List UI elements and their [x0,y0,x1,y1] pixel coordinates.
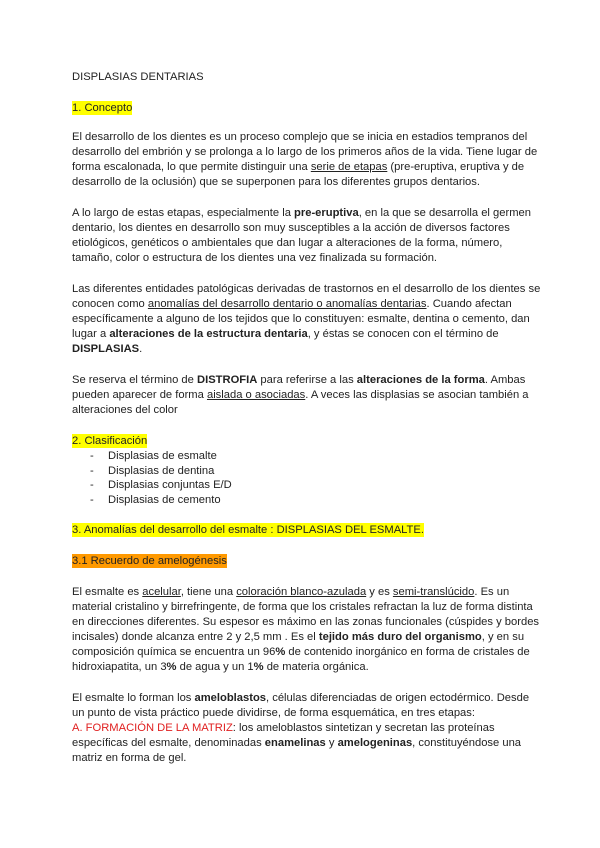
bold-text: ameloblastos [194,692,267,704]
text-run: , y en su composición química se encuentra un 96 [72,631,525,658]
text-run: A lo largo de estas etapas, especialmente la [72,207,295,219]
paragraph-3 [72,282,544,357]
heading-highlight: 1. Concepto [72,102,133,114]
underlined-text: acelular [142,586,181,598]
heading-highlight: 3.1 Recuerdo de amelogénesis [72,555,227,567]
document-title: DISPLASIAS DENTARIAS [72,71,204,83]
bold-text: % [253,661,264,673]
text-run: , células diferenciadas de origen ectodérmico. Desde un punto de vista práctico puede dividirse, de forma esquemática, en tres etapas: [72,692,530,719]
text-run: . A veces las displasias se asocian también a alteraciones del color [72,389,529,416]
section-heading-amelogenesis [72,554,544,569]
text-run: y es [366,586,393,598]
text-run: . Ambas pueden aparecer de forma [72,374,526,401]
bold-text: % [166,661,177,673]
underlined-text: coloración blanco-azulada [236,586,367,598]
classification-list [72,449,544,507]
text-run: (pre-eruptiva, eruptiva y de desarrollo de la oclusión) que se superponen para los diferentes grupos dentarios. [72,161,525,188]
bold-text: pre-eruptiva [294,207,359,219]
bold-text: enamelinas [264,737,326,749]
heading-highlight: 3. Anomalías del desarrollo del esmalte : DISPLASIAS DEL ESMALTE. [72,524,424,536]
heading-highlight: 2. Clasificación [72,435,148,447]
text-run: . [139,343,143,355]
text-run: . Cuando afectan específicamente a alguno de los tejidos que lo constituyen: esmalte, dentina o cemento, dan lugar a [72,298,530,340]
text-run: , tiene una [180,586,237,598]
section-heading-anomalias [72,523,544,538]
text-run: de agua y un 1 [176,661,254,673]
section-heading-concepto [72,101,544,116]
paragraph-2 [72,206,544,266]
text-run: , y éstas se conocen con el término de [307,328,499,340]
underlined-text: semi-translúcido [392,586,475,598]
bold-text: % [275,646,286,658]
text-run: El desarrollo de los dientes es un proceso complejo que se inicia en estadios tempranos del desarrollo del embrión y se prolonga a lo largo de los primeros años de la vida. Tiene lugar de forma escalonada, lo que permite distinguir una [72,131,538,173]
text-run: de materia orgánica. [263,661,369,673]
text-run: de contenido inorgánico en forma de cristales de hidroxiapatita, un 3 [72,646,530,673]
text-run: Las diferentes entidades patológicas derivadas de trastornos en el desarrollo de los dientes se conocen como [72,283,541,310]
list-item: - Displasias conjuntas E/D [90,478,544,493]
section-heading-clasificacion [72,434,544,449]
text-run: , constituyéndose una matriz en forma de gel. [72,737,522,764]
paragraph-6 [72,691,544,766]
text-run: El esmalte lo forman los [72,692,195,704]
paragraph-4 [72,373,544,418]
bold-text: DISPLASIAS [72,343,140,355]
underlined-text: aislada o asociadas [206,389,306,401]
underlined-text: anomalías del desarrollo dentario o anomalías dentarias [147,298,427,310]
text-run: y [325,737,338,749]
bold-text: tejido más duro del organismo [318,631,482,643]
bold-text: amelogeninas [337,737,413,749]
paragraph-5 [72,585,544,675]
text-run: . Es un material cristalino y birrefringente, de forma que los cristales refractan la luz de forma distinta en direcciones diferentes. Su espesor es máximo en las zonas funcionales (cúspides y bordes incisales) donde alcanza entre 2 y 2,5 mm . Es el [72,586,540,643]
text-run: Se reserva el término de [72,374,197,386]
text-run: , en la que se desarrolla el germen dentario, los dientes en desarrollo son muy susceptibles a la acción de diversos factores etiológicos, genéticos o ambientales que dan lugar a alteraciones de la forma, número, tamaño, color o estructura de los dientes una vez finalizada su formación. [72,207,531,264]
list-item: - Displasias de dentina [90,464,544,479]
bold-text: DISTROFIA [197,374,258,386]
text-run: : los ameloblastos sintetizan y secretan las proteínas específicas del esmalte, denominadas [72,722,495,749]
text-run: El esmalte es [72,586,143,598]
list-item: - Displasias de cemento [90,493,544,508]
text-run: para referirse a las [257,374,357,386]
paragraph-1 [72,130,544,190]
red-text: A. FORMACIÓN DE LA MATRIZ [72,722,233,734]
bold-text: alteraciones de la forma [356,374,485,386]
bold-text: alteraciones de la estructura dentaria [109,328,308,340]
underlined-text: serie de etapas [310,161,388,173]
list-item: - Displasias de esmalte [90,449,544,464]
